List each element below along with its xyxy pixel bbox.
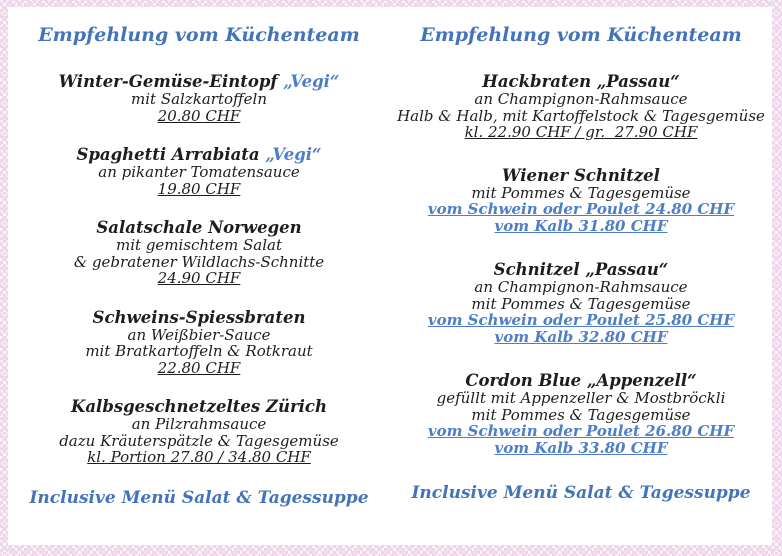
menu-item-hackbraten-passau: [390, 73, 772, 141]
item-title-accent: „Vegi“: [283, 72, 340, 91]
column-header: Empfehlung vom Küchenteam: [38, 24, 360, 46]
item-price-variant: vom Kalb 32.80 CHF: [494, 328, 668, 346]
menu-item-salatschale-norwegen: [8, 219, 390, 287]
item-description: & gebratener Wildlachs-Schnitte: [73, 252, 325, 271]
item-title: Salatschale Norwegen: [96, 218, 302, 237]
menu-item-schweins-spiessbraten: [8, 309, 390, 377]
item-title: Wiener Schnitzel: [502, 165, 660, 185]
item-title: Schweins-Spiessbraten: [92, 307, 306, 327]
item-title: [8, 73, 390, 91]
item-description: mit gemischtem Salat: [116, 236, 282, 254]
item-description: mit Pommes & Tagesgemüse: [471, 405, 691, 424]
item-title: Schnitzel „Passau“: [493, 260, 669, 279]
item-price-variant: vom Kalb 31.80 CHF: [494, 217, 668, 235]
column-header: Empfehlung vom Küchenteam: [420, 24, 742, 46]
item-price: kl. 22.90 CHF / gr. 27.90 CHF: [464, 123, 698, 141]
decorative-page-border-left: [0, 0, 8, 556]
item-title: [8, 146, 390, 164]
item-title-text: Winter-Gemüse-Eintopf: [58, 72, 278, 91]
item-price-variant: vom Schwein oder Poulet 24.80 CHF: [427, 200, 735, 218]
menu-column-left: [8, 7, 390, 545]
item-description: mit Pommes & Tagesgemüse: [471, 183, 691, 202]
item-description: an Champignon-Rahmsauce: [474, 90, 688, 108]
column-footer-note: Inclusive Menü Salat & Tagessuppe: [411, 483, 751, 503]
menu-column-right: [390, 7, 772, 545]
item-description: gefüllt mit Appenzeller & Mostbröckli: [436, 389, 726, 407]
item-price-variant: vom Schwein oder Poulet 25.80 CHF: [427, 311, 735, 329]
item-description: mit Salzkartoffeln: [131, 90, 267, 108]
item-title: Hackbraten „Passau“: [482, 72, 680, 91]
decorative-page-border-right: [772, 0, 782, 556]
item-price: kl. Portion 27.80 / 34.80 CHF: [87, 448, 311, 466]
menu-item-kalbsgeschnetzeltes-zuerich: [8, 398, 390, 466]
menu-item-wiener-schnitzel: [390, 167, 772, 236]
menu-item-cordon-blue-appenzell: [390, 372, 772, 457]
item-description: an Pilzrahmsauce: [131, 415, 267, 433]
item-description: an pikanter Tomatensauce: [98, 163, 300, 181]
item-title-text: Spaghetti Arrabiata: [76, 145, 260, 164]
item-price: 24.90 CHF: [157, 269, 241, 287]
column-footer-note: Inclusive Menü Salat & Tagessuppe: [29, 487, 369, 508]
item-price: 19.80 CHF: [157, 179, 241, 198]
decorative-page-border-bottom: [0, 545, 782, 556]
decorative-page-border-top: [0, 0, 782, 7]
item-description: dazu Kräuterspätzle & Tagesgemüse: [59, 431, 339, 450]
item-title-accent: „Vegi“: [265, 145, 322, 164]
item-description: mit Pommes & Tagesgemüse: [471, 294, 691, 313]
item-price-variant: vom Kalb 33.80 CHF: [494, 439, 668, 457]
item-title: Kalbsgeschnetzeltes Zürich: [71, 397, 327, 416]
item-description: an Champignon-Rahmsauce: [474, 278, 688, 296]
item-description: Halb & Halb, mit Kartoffelstock & Tagesgemüse: [397, 106, 765, 125]
menu-item-schnitzel-passau: [390, 261, 772, 346]
item-title: Cordon Blue „Appenzell“: [465, 371, 697, 390]
menu-item-spaghetti-arrabiata: [8, 146, 390, 197]
menu-item-winter-gemuese-eintopf: [8, 73, 390, 124]
item-description: an Weißbier-Sauce: [127, 325, 271, 344]
item-price: 22.80 CHF: [157, 358, 241, 377]
menu-content: [8, 7, 772, 545]
item-price-variant: vom Schwein oder Poulet 26.80 CHF: [427, 422, 735, 440]
item-price: 20.80 CHF: [157, 106, 241, 125]
item-description: mit Bratkartoffeln & Rotkraut: [85, 342, 313, 360]
